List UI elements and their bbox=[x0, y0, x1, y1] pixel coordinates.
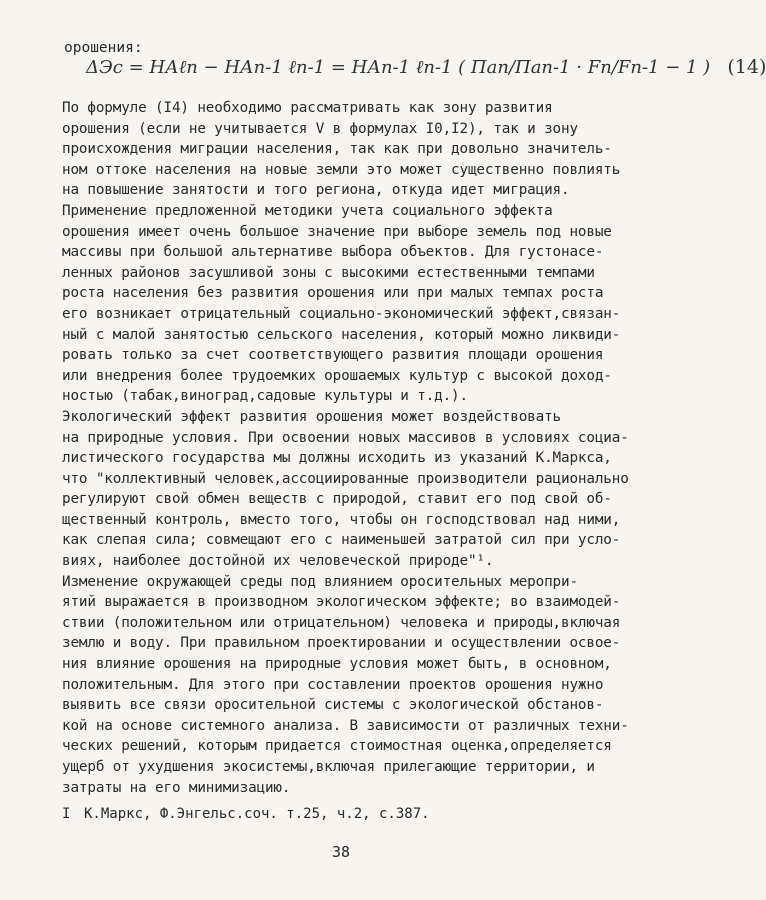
footnote-mark: I bbox=[62, 806, 71, 822]
text-line: Применение предложенной методики учета социального эффекта bbox=[62, 202, 553, 219]
page-number: 38 bbox=[332, 843, 351, 861]
text-line: ния влияние орошения на природные условия может быть, в основном, bbox=[62, 656, 612, 673]
text-line: щественный контроль, вместо того, чтобы он господствовал над ними, bbox=[62, 511, 621, 528]
text-line: на повышение занятости и того региона, откуда идет миграция. bbox=[62, 182, 570, 199]
text-line: ностью (табак,виноград,садовые культуры и т.д.). bbox=[62, 388, 468, 405]
text-line: орошения имеет очень большое значение при выборе земель под новые bbox=[62, 223, 612, 240]
text-line: как слепая сила; совмещают его с наименьшей затратой сил при усло- bbox=[62, 532, 621, 549]
text-line: ленных районов засушливой зоны с высокими естественными темпами bbox=[62, 264, 595, 281]
paragraph-2 bbox=[62, 201, 622, 407]
text-line: кой на основе системного анализа. В зависимости от различных техни- bbox=[62, 717, 629, 734]
body-text bbox=[62, 98, 629, 798]
text-line: Изменение окружающей среды под влиянием оросительных меропри- bbox=[62, 573, 578, 590]
text-line: ровать только за счет соответствующего развития площади орошения bbox=[62, 347, 604, 364]
text-line: Экологический эффект развития орошения может воздействовать bbox=[62, 408, 561, 425]
formula-expression: ΔЭс = НАℓп − НАп-1 ℓп-1 = НАп-1 ℓп-1 ( Пап/Пап-1 · Fп/Fп-1 − 1 ) bbox=[86, 57, 711, 78]
text-line: положительным. Для этого при составлении проектов орошения нужно bbox=[62, 676, 604, 693]
text-line: орошения (если не учитывается V в формулах I0,I2), так и зону bbox=[62, 120, 578, 137]
text-line: массивы при большой альтернативе выбора объектов. Для густонасе- bbox=[62, 244, 604, 261]
intro-text: орошения: bbox=[64, 40, 143, 56]
paragraph-4 bbox=[62, 572, 629, 799]
text-line: происхождения миграции населения, так как при довольно значитель- bbox=[62, 141, 612, 158]
formula-number: (14) bbox=[727, 56, 766, 78]
text-line: ствии (положительном или отрицательном) человека и природы,включая bbox=[62, 614, 621, 631]
text-line: выявить все связи оросительной системы с экологической обстанов- bbox=[62, 697, 604, 714]
paragraph-1 bbox=[62, 98, 622, 201]
text-line: его возникает отрицательный социально-экономический эффект,связан- bbox=[62, 305, 621, 322]
formula-14 bbox=[86, 56, 766, 78]
text-line: ном оттоке населения на новые земли это может существенно повлиять bbox=[62, 161, 621, 178]
text-line: что "коллективный человек,ассоциированные производители рационально bbox=[62, 470, 629, 487]
text-line: ущерб от ухудшения экосистемы,включая прилегающие территории, и bbox=[62, 759, 595, 775]
text-line: землю и воду. При правильном проектировании и осуществлении освое- bbox=[62, 635, 621, 652]
text-line: затраты на его минимизацию. bbox=[62, 779, 291, 796]
text-line: ятий выражается в производном экологическом эффекте; во взаимодей- bbox=[62, 594, 621, 611]
text-line: или внедрения более трудоемких орошаемых культур с высокой доход- bbox=[62, 367, 612, 384]
text-line: регулируют свой обмен веществ с природой, ставит его под свой об- bbox=[62, 491, 612, 508]
text-line: ческих решений, которым придается стоимостная оценка,определяется bbox=[62, 738, 612, 755]
text-line: ный с малой занятостью сельского населения, который можно ликвиди- bbox=[62, 326, 621, 343]
text-line: листического государства мы должны исходить из указаний К.Маркса, bbox=[62, 450, 612, 467]
text-line: виях, наиболее достойной их человеческой природе"¹. bbox=[62, 553, 494, 570]
text-line: По формуле (I4) необходимо рассматривать как зону развития bbox=[62, 100, 553, 116]
footnote-text: К.Маркс, Ф.Энгельс.соч. т.25, ч.2, с.387. bbox=[84, 806, 430, 822]
paragraph-3 bbox=[62, 407, 629, 572]
footnote bbox=[62, 806, 430, 822]
text-line: на природные условия. При освоении новых массивов в условиях социа- bbox=[62, 429, 629, 446]
text-line: роста населения без развития орошения или при малых темпах роста bbox=[62, 285, 604, 302]
